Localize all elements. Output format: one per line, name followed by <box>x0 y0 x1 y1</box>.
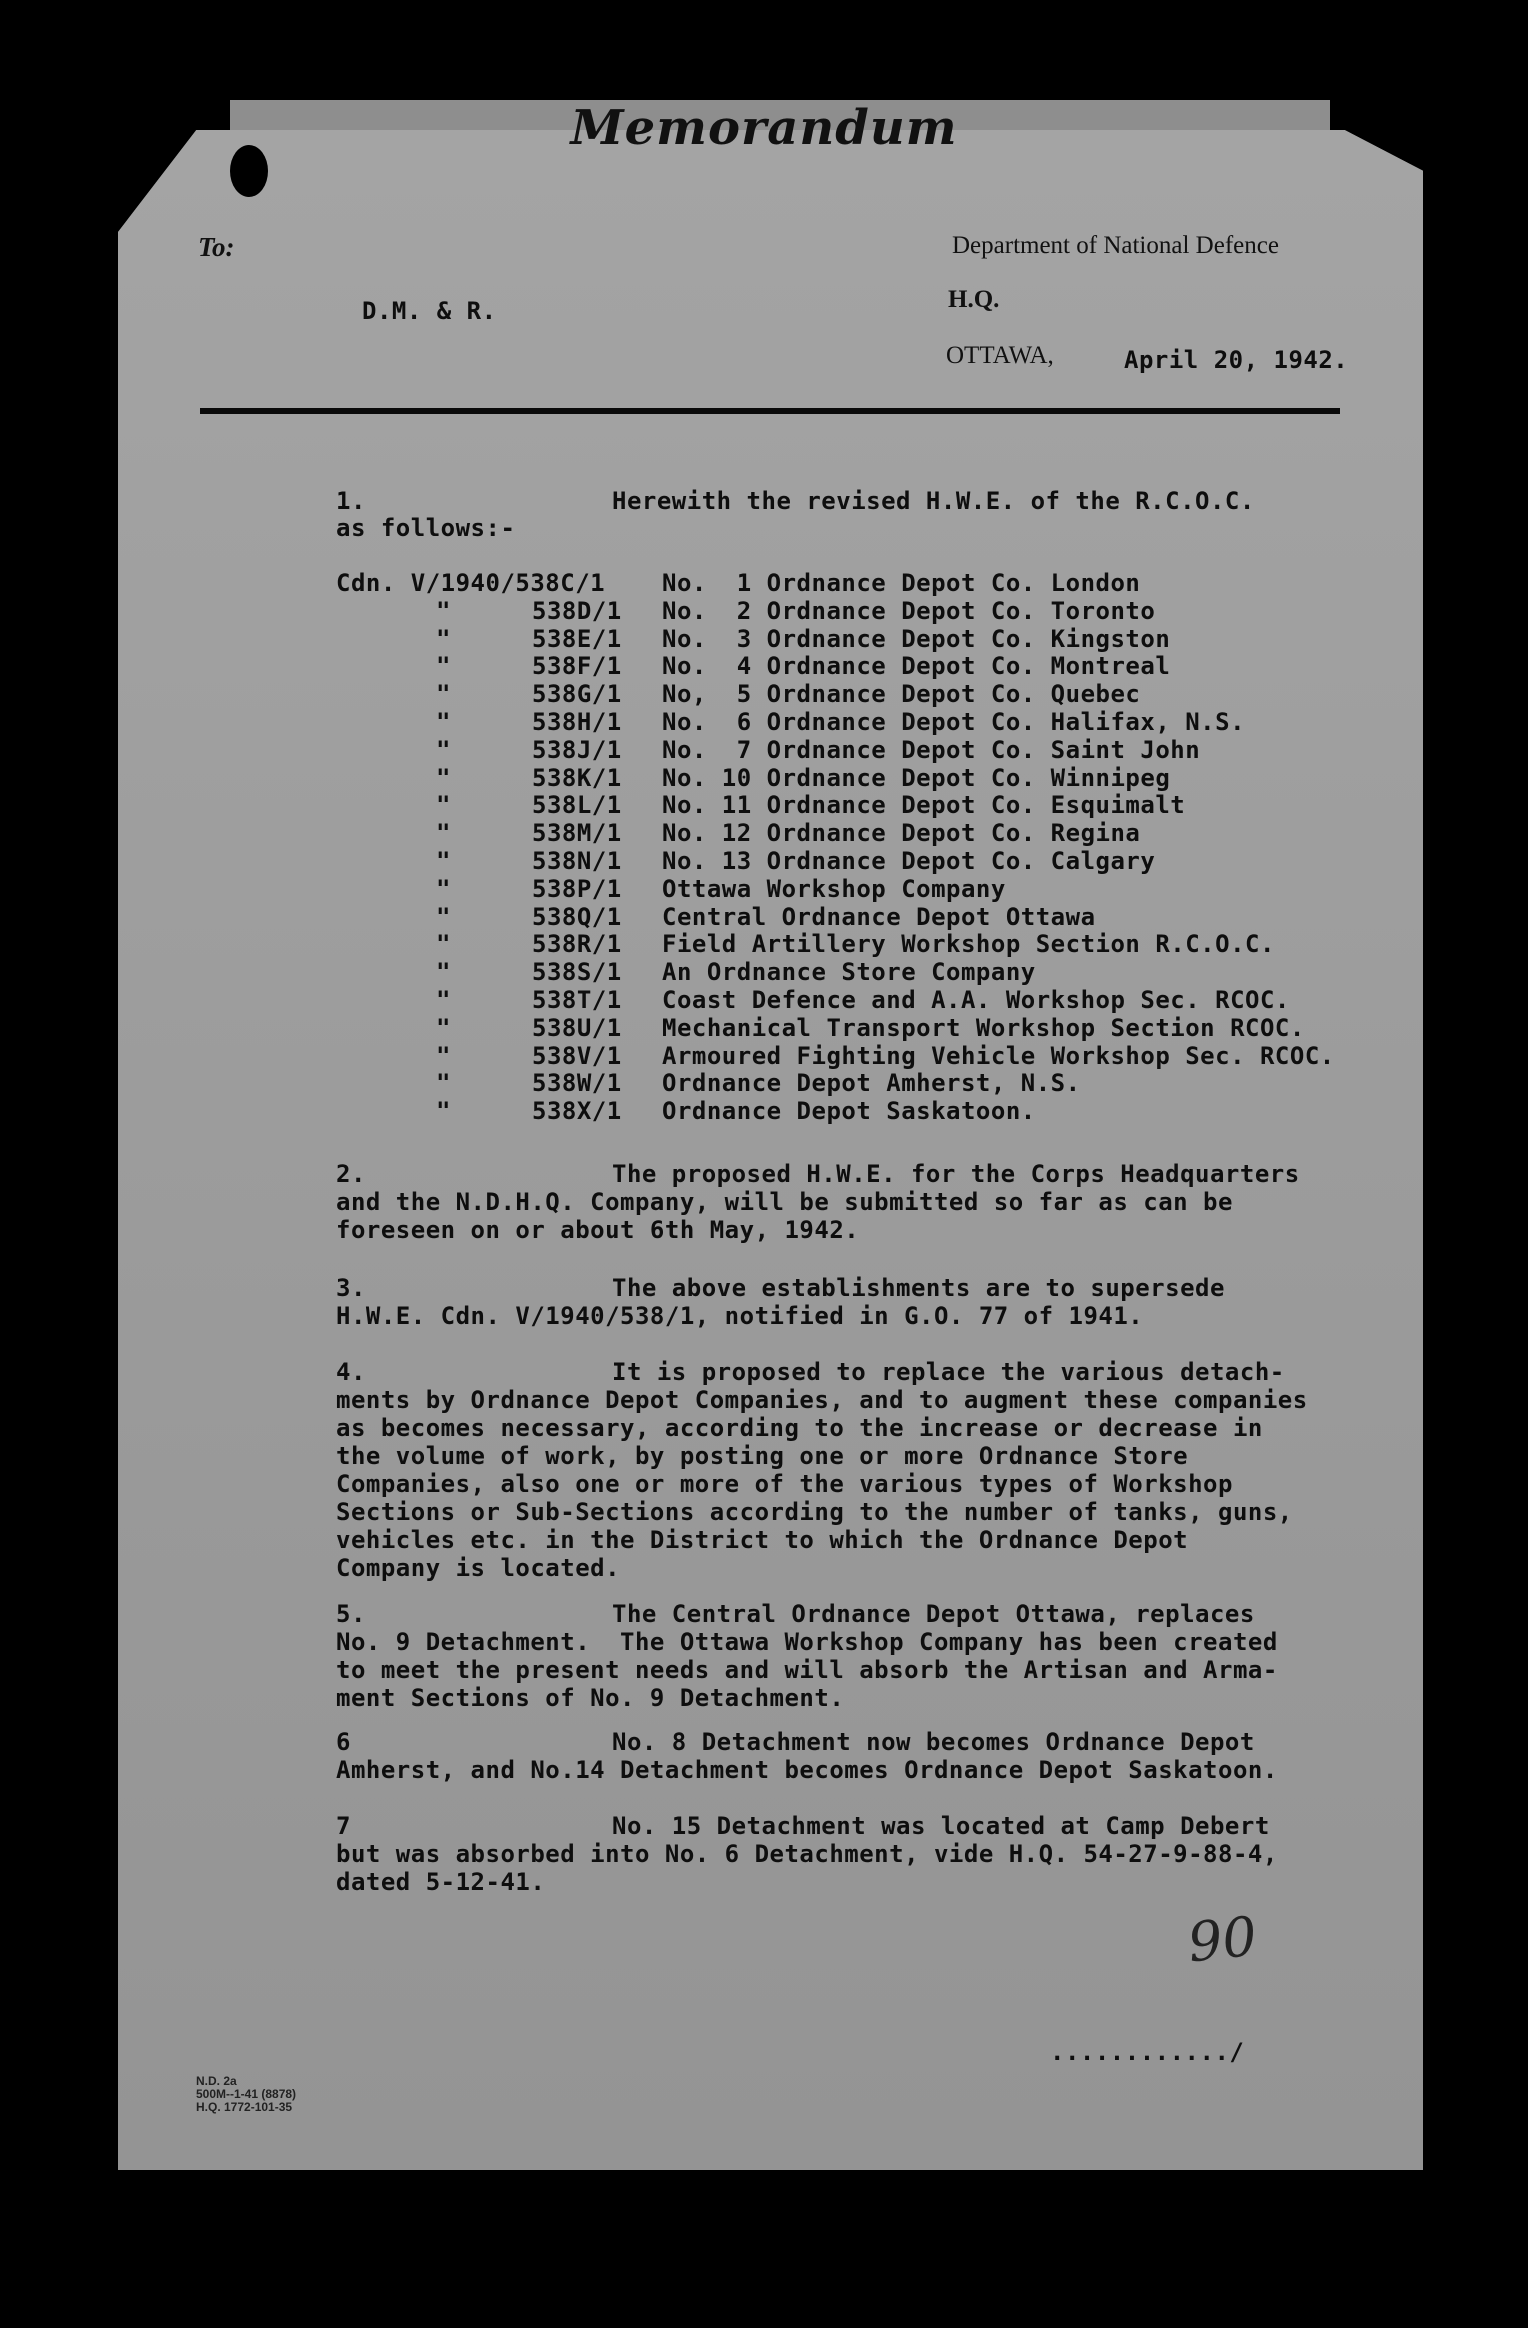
establishment-ref: 538S/1 <box>532 958 622 987</box>
paragraph-body: but was absorbed into No. 6 Detachment, vide H.Q. 54-27-9-88-4, dated 5-12-41. <box>336 1840 1278 1896</box>
ditto-mark: " <box>436 985 451 1014</box>
ditto-mark: " <box>436 930 451 959</box>
establishment-description: Ordnance Depot Saskatoon. <box>662 1097 1036 1126</box>
establishment-ref: 538E/1 <box>532 624 622 653</box>
paragraph-body: H.W.E. Cdn. V/1940/538/1, notified in G.O. 77 of 1941. <box>336 1302 1144 1330</box>
paragraph-number: 5. <box>336 1600 366 1628</box>
establishment-prefix: Cdn. V/1940/538C/1 <box>336 569 606 597</box>
establishment-ref: 538F/1 <box>532 652 622 681</box>
establishment-description: Field Artillery Workshop Section R.C.O.C. <box>662 930 1275 959</box>
city-label: OTTAWA, <box>946 342 1054 369</box>
ditto-mark: " <box>436 1041 451 1070</box>
department-name: Department of National Defence <box>952 232 1279 259</box>
establishment-description: No. 13 Ordnance Depot Co. Calgary <box>662 846 1156 875</box>
to-recipient: D.M. & R. <box>362 297 497 325</box>
to-label: To: <box>198 232 235 262</box>
paragraph-body: ments by Ordnance Depot Companies, and to augment these companies as becomes necessary, according to the increase or decrease in the volume of work, by posting one or more Ordnance Store Companies, also one or more of the various types of Workshop Sections or Sub-Sections according to the number of tanks, guns, vehicles etc. in the District to which the Ordnance Depot Company is located. <box>336 1386 1308 1582</box>
memo-date: April 20, 1942. <box>1124 346 1349 374</box>
establishment-description: Ottawa Workshop Company <box>662 874 1006 903</box>
establishment-description: No, 5 Ordnance Depot Co. Quebec <box>662 680 1141 709</box>
ditto-mark: " <box>436 707 451 736</box>
paragraph-1-continuation: as follows:- <box>336 514 516 542</box>
ditto-mark: " <box>436 791 451 820</box>
continuation-mark: ............/ <box>1050 2038 1245 2066</box>
establishment-ref: 538L/1 <box>532 791 622 820</box>
establishment-description: No. 2 Ordnance Depot Co. Toronto <box>662 596 1156 625</box>
paragraph-number: 4. <box>336 1358 366 1386</box>
establishment-description: Mechanical Transport Workshop Section RCOC. <box>662 1013 1305 1042</box>
establishment-description: No. 3 Ordnance Depot Co. Kingston <box>662 624 1171 653</box>
establishment-description: No. 11 Ordnance Depot Co. Esquimalt <box>662 791 1186 820</box>
establishment-description: No. 4 Ordnance Depot Co. Montreal <box>662 652 1171 681</box>
ditto-mark: " <box>436 652 451 681</box>
establishment-ref: 538K/1 <box>532 763 622 792</box>
ditto-mark: " <box>436 624 451 653</box>
header-divider <box>200 408 1340 414</box>
ditto-mark: " <box>436 902 451 931</box>
paragraph-first-line: The above establishments are to supersede <box>612 1274 1225 1302</box>
ditto-mark: " <box>436 680 451 709</box>
paragraph-first-line: The Central Ordnance Depot Ottawa, replaces <box>612 1600 1255 1628</box>
establishment-ref: 538P/1 <box>532 874 622 903</box>
ditto-mark: " <box>436 1013 451 1042</box>
ditto-mark: " <box>436 819 451 848</box>
establishment-ref: 538U/1 <box>532 1013 622 1042</box>
handwritten-page-number: 90 <box>1184 1904 1260 1975</box>
establishment-ref: 538D/1 <box>532 596 622 625</box>
establishment-ref: 538W/1 <box>532 1069 622 1098</box>
establishment-ref: 538R/1 <box>532 930 622 959</box>
hq-label: H.Q. <box>948 286 1000 313</box>
establishment-description: No. 6 Ordnance Depot Co. Halifax, N.S. <box>662 707 1246 736</box>
ditto-mark: " <box>436 958 451 987</box>
establishment-ref: 538J/1 <box>532 735 622 764</box>
paragraph-first-line: No. 8 Detachment now becomes Ordnance Depot <box>612 1728 1255 1756</box>
establishment-description: Central Ordnance Depot Ottawa <box>662 902 1096 931</box>
paragraph-number: 3. <box>336 1274 366 1302</box>
ditto-mark: " <box>436 846 451 875</box>
paragraph-body: Amherst, and No.14 Detachment becomes Ordnance Depot Saskatoon. <box>336 1756 1278 1784</box>
establishment-ref: 538X/1 <box>532 1097 622 1126</box>
paragraph-first-line: It is proposed to replace the various detach- <box>612 1358 1285 1386</box>
establishment-ref: 538G/1 <box>532 680 622 709</box>
ditto-mark: " <box>436 763 451 792</box>
paragraph-number: 2. <box>336 1160 366 1188</box>
establishment-description: Coast Defence and A.A. Workshop Sec. RCOC. <box>662 985 1290 1014</box>
ditto-mark: " <box>436 596 451 625</box>
paragraph-first-line: The proposed H.W.E. for the Corps Headquarters <box>612 1160 1300 1188</box>
establishment-ref: 538V/1 <box>532 1041 622 1070</box>
establishment-ref: 538T/1 <box>532 985 622 1014</box>
paragraph-body: and the N.D.H.Q. Company, will be submitted so far as can be foreseen on or about 6th May, 1942. <box>336 1188 1233 1244</box>
paragraph-number: 7 <box>336 1812 351 1840</box>
ditto-mark: " <box>436 1069 451 1098</box>
establishment-description: No. 7 Ordnance Depot Co. Saint John <box>662 735 1201 764</box>
paragraph-first-line: No. 15 Detachment was located at Camp Debert <box>612 1812 1270 1840</box>
establishment-description: An Ordnance Store Company <box>662 958 1036 987</box>
establishment-description: No. 1 Ordnance Depot Co. London <box>662 569 1141 597</box>
establishment-description: No. 10 Ordnance Depot Co. Winnipeg <box>662 763 1171 792</box>
paragraph-number: 6 <box>336 1728 351 1756</box>
paragraph-1-text: Herewith the revised H.W.E. of the R.C.O.C. <box>612 487 1255 515</box>
establishment-description: Ordnance Depot Amherst, N.S. <box>662 1069 1081 1098</box>
paragraph-body: No. 9 Detachment. The Ottawa Workshop Company has been created to meet the present needs and will absorb the Artisan and Arma- ment Sections of No. 9 Detachment. <box>336 1628 1278 1712</box>
form-number-footer: N.D. 2a 500M--1-41 (8878) H.Q. 1772-101-35 <box>196 2074 297 2114</box>
establishment-description: No. 12 Ordnance Depot Co. Regina <box>662 819 1141 848</box>
establishment-description: Armoured Fighting Vehicle Workshop Sec. RCOC. <box>662 1041 1335 1070</box>
ditto-mark: " <box>436 1097 451 1126</box>
establishment-ref: 538M/1 <box>532 819 622 848</box>
paragraph-1-number: 1. <box>336 487 366 515</box>
establishment-ref: 538N/1 <box>532 846 622 875</box>
establishment-ref: 538Q/1 <box>532 902 622 931</box>
ditto-mark: " <box>436 735 451 764</box>
establishment-ref: 538H/1 <box>532 707 622 736</box>
ditto-mark: " <box>436 874 451 903</box>
memo-masthead: Memorandum <box>570 100 958 156</box>
